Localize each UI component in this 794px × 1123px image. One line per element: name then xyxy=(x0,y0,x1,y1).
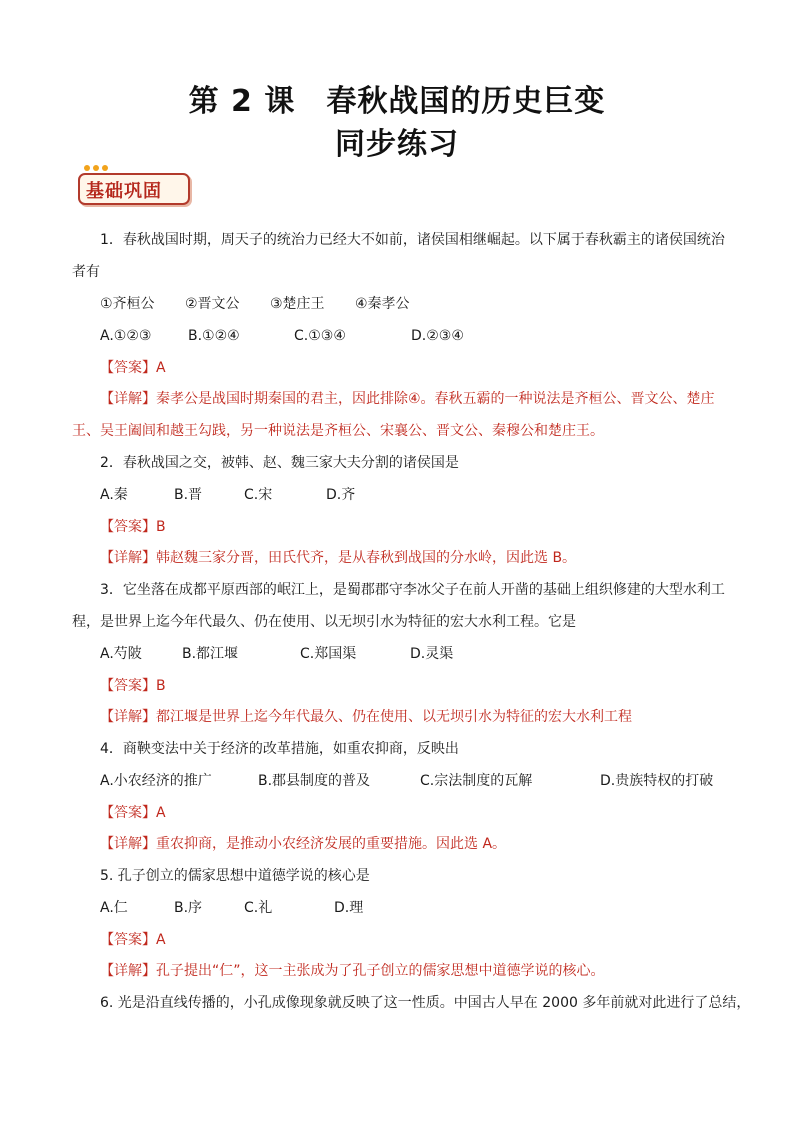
q3-option-d: D.灵渠 xyxy=(410,646,454,662)
decoration-dots-icon xyxy=(84,165,108,171)
q5-options xyxy=(100,898,363,918)
q1-detail-cont: 王、吴王阖闾和越王勾践，另一种说法是齐桓公、宋襄公、晋文公、秦穆公和楚庄王。 xyxy=(72,423,604,439)
q2-detail xyxy=(100,548,576,568)
q3-answer xyxy=(100,676,166,696)
detail-text: 都江堰是世界上迄今年代最久、仍在使用、以无坝引水为特征的宏大水利工程 xyxy=(156,709,632,725)
detail-text: 韩赵魏三家分晋，田氏代齐，是从春秋到战国的分水岭，因此选 B。 xyxy=(156,550,577,566)
q1-option-a: A.①②③ xyxy=(100,328,152,344)
q2-option-a: A.秦 xyxy=(100,487,128,503)
q3-options xyxy=(100,644,453,664)
answer-value: B xyxy=(156,678,166,694)
answer-value: B xyxy=(156,519,166,535)
q5-option-c: C.礼 xyxy=(244,900,273,916)
q1-item: ②晋文公 xyxy=(185,296,240,312)
q3-stem-cont: 程，是世界上迄今年代最久、仍在使用、以无坝引水为特征的宏大水利工程。它是 xyxy=(72,614,576,630)
q2-option-d: D.齐 xyxy=(326,487,356,503)
q2-options xyxy=(100,485,355,505)
q2-stem: 2．春秋战国之交，被韩、赵、魏三家大夫分割的诸侯国是 xyxy=(100,455,459,471)
q3-stem: 3．它坐落在成都平原西部的岷江上，是蜀郡郡守李冰父子在前人开凿的基础上组织修建的大型水利工 xyxy=(100,582,725,598)
q5-option-d: D.理 xyxy=(334,900,364,916)
section-label: 基础巩固 xyxy=(86,181,162,202)
q4-option-a: A.小农经济的推广 xyxy=(100,773,212,789)
detail-label: 【详解】 xyxy=(100,709,156,725)
q1-option-d: D.②③④ xyxy=(411,328,464,344)
detail-label: 【详解】 xyxy=(100,836,156,852)
answer-label: 【答案】 xyxy=(100,805,156,821)
detail-label: 【详解】 xyxy=(100,963,156,979)
answer-value: A xyxy=(156,360,166,376)
q2-option-b: B.晋 xyxy=(174,487,203,503)
q3-detail xyxy=(100,707,632,727)
page-title: 第 2 课 春秋战国的历史巨变 xyxy=(188,84,606,119)
detail-text: 秦孝公是战国时期秦国的君主，因此排除④。春秋五霸的一种说法是齐桓公、晋文公、楚庄 xyxy=(156,391,715,407)
detail-label: 【详解】 xyxy=(100,550,156,566)
answer-label: 【答案】 xyxy=(100,519,156,535)
q2-option-c: C.宋 xyxy=(244,487,273,503)
q3-option-c: C.郑国渠 xyxy=(300,646,357,662)
q1-options xyxy=(100,326,464,346)
q1-stem: 1．春秋战国时期，周天子的统治力已经大不如前，诸侯国相继崛起。以下属于春秋霸主的诸侯国统治 xyxy=(100,232,725,248)
q5-stem: 5. 孔子创立的儒家思想中道德学说的核心是 xyxy=(100,868,370,884)
q6-stem: 6. 光是沿直线传播的，小孔成像现象就反映了这一性质。中国古人早在 2000 多年前就对此进行了总结， xyxy=(100,995,751,1011)
q1-item: ③楚庄王 xyxy=(270,296,325,312)
q1-answer xyxy=(100,358,166,378)
answer-label: 【答案】 xyxy=(100,360,156,376)
q5-option-a: A.仁 xyxy=(100,900,128,916)
answer-label: 【答案】 xyxy=(100,678,156,694)
q1-item: ①齐桓公 xyxy=(100,296,155,312)
q1-option-c: C.①③④ xyxy=(294,328,346,344)
q5-detail xyxy=(100,961,605,981)
q1-stem-cont: 者有 xyxy=(72,264,100,280)
detail-text: 重农抑商，是推动小农经济发展的重要措施。因此选 A。 xyxy=(156,836,507,852)
answer-value: A xyxy=(156,932,166,948)
q5-answer xyxy=(100,930,166,950)
q2-answer xyxy=(100,517,166,537)
q4-option-b: B.郡县制度的普及 xyxy=(258,773,371,789)
q1-item: ④秦孝公 xyxy=(355,296,410,312)
section-badge xyxy=(78,167,192,207)
detail-text: 孔子提出“仁”，这一主张成为了孔子创立的儒家思想中道德学说的核心。 xyxy=(156,963,605,979)
q3-option-a: A.芍陂 xyxy=(100,646,142,662)
detail-label: 【详解】 xyxy=(100,391,156,407)
q4-options xyxy=(100,771,713,791)
q1-items xyxy=(100,294,410,314)
q4-stem: 4．商鞅变法中关于经济的改革措施，如重农抑商，反映出 xyxy=(100,741,459,757)
q3-option-b: B.都江堰 xyxy=(182,646,239,662)
q1-detail xyxy=(100,389,715,409)
q5-option-b: B.序 xyxy=(174,900,203,916)
q4-answer xyxy=(100,803,166,823)
q1-option-b: B.①②④ xyxy=(188,328,240,344)
q4-option-d: D.贵族特权的打破 xyxy=(600,773,714,789)
answer-value: A xyxy=(156,805,166,821)
page-subtitle: 同步练习 xyxy=(335,127,459,162)
answer-label: 【答案】 xyxy=(100,932,156,948)
q4-detail xyxy=(100,834,506,854)
q4-option-c: C.宗法制度的瓦解 xyxy=(420,773,533,789)
